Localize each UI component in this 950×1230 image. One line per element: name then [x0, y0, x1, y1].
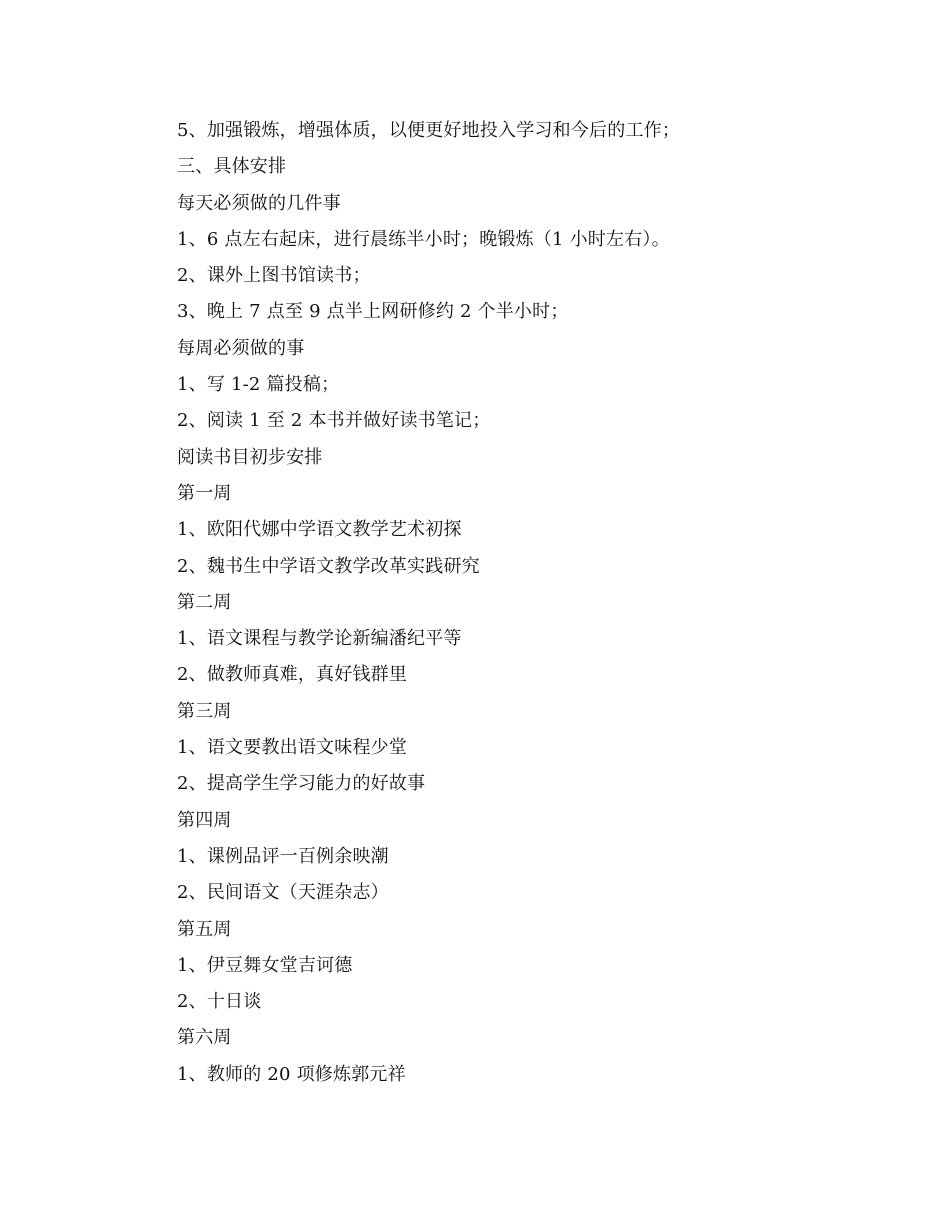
reading-item: 1、教师的 20 项修炼郭元祥: [177, 1063, 406, 1085]
document-body: [177, 113, 897, 1093]
week-heading-1: 第一周: [177, 482, 232, 504]
week-heading-3: 第三周: [177, 700, 232, 722]
subheading-daily-tasks: 每天必须做的几件事: [177, 192, 341, 214]
list-item-daily-1: 1、6 点左右起床，进行晨练半小时；晚锻炼（1 小时左右）。: [177, 228, 670, 250]
reading-item: 1、语文要教出语文味程少堂: [177, 737, 408, 759]
subheading-weekly-tasks: 每周必须做的事: [177, 337, 305, 359]
week-heading-4: 第四周: [177, 809, 232, 831]
week-heading-6: 第六周: [177, 1027, 232, 1049]
reading-item: 2、做教师真难，真好钱群里: [177, 664, 408, 686]
week-heading-2: 第二周: [177, 591, 232, 613]
reading-item: 1、伊豆舞女堂吉诃德: [177, 954, 353, 976]
text-line-goal-5: 5、加强锻炼，增强体质，以便更好地投入学习和今后的工作；: [177, 120, 681, 141]
week-heading-5: 第五周: [177, 918, 232, 940]
section-heading-arrangement: 三、具体安排: [177, 156, 287, 178]
list-item-weekly-1: 1、写 1-2 篇投稿；: [177, 374, 340, 396]
reading-item: 2、民间语文（天涯杂志）: [177, 882, 389, 904]
reading-item: 2、提高学生学习能力的好故事: [177, 773, 426, 795]
reading-item: 2、十日谈: [177, 991, 262, 1013]
reading-item: 1、课例品评一百例余映潮: [177, 845, 389, 867]
list-item-daily-2: 2、课外上图书馆读书；: [177, 265, 371, 287]
subheading-reading-list: 阅读书目初步安排: [177, 446, 323, 468]
reading-item: 2、魏书生中学语文教学改革实践研究: [177, 555, 480, 577]
list-item-weekly-2: 2、阅读 1 至 2 本书并做好读书笔记；: [177, 410, 491, 432]
list-item-daily-3: 3、晚上 7 点至 9 点半上网研修约 2 个半小时；: [177, 301, 569, 323]
reading-item: 1、欧阳代娜中学语文教学艺术初探: [177, 519, 462, 541]
reading-item: 1、语文课程与教学论新编潘纪平等: [177, 628, 462, 650]
